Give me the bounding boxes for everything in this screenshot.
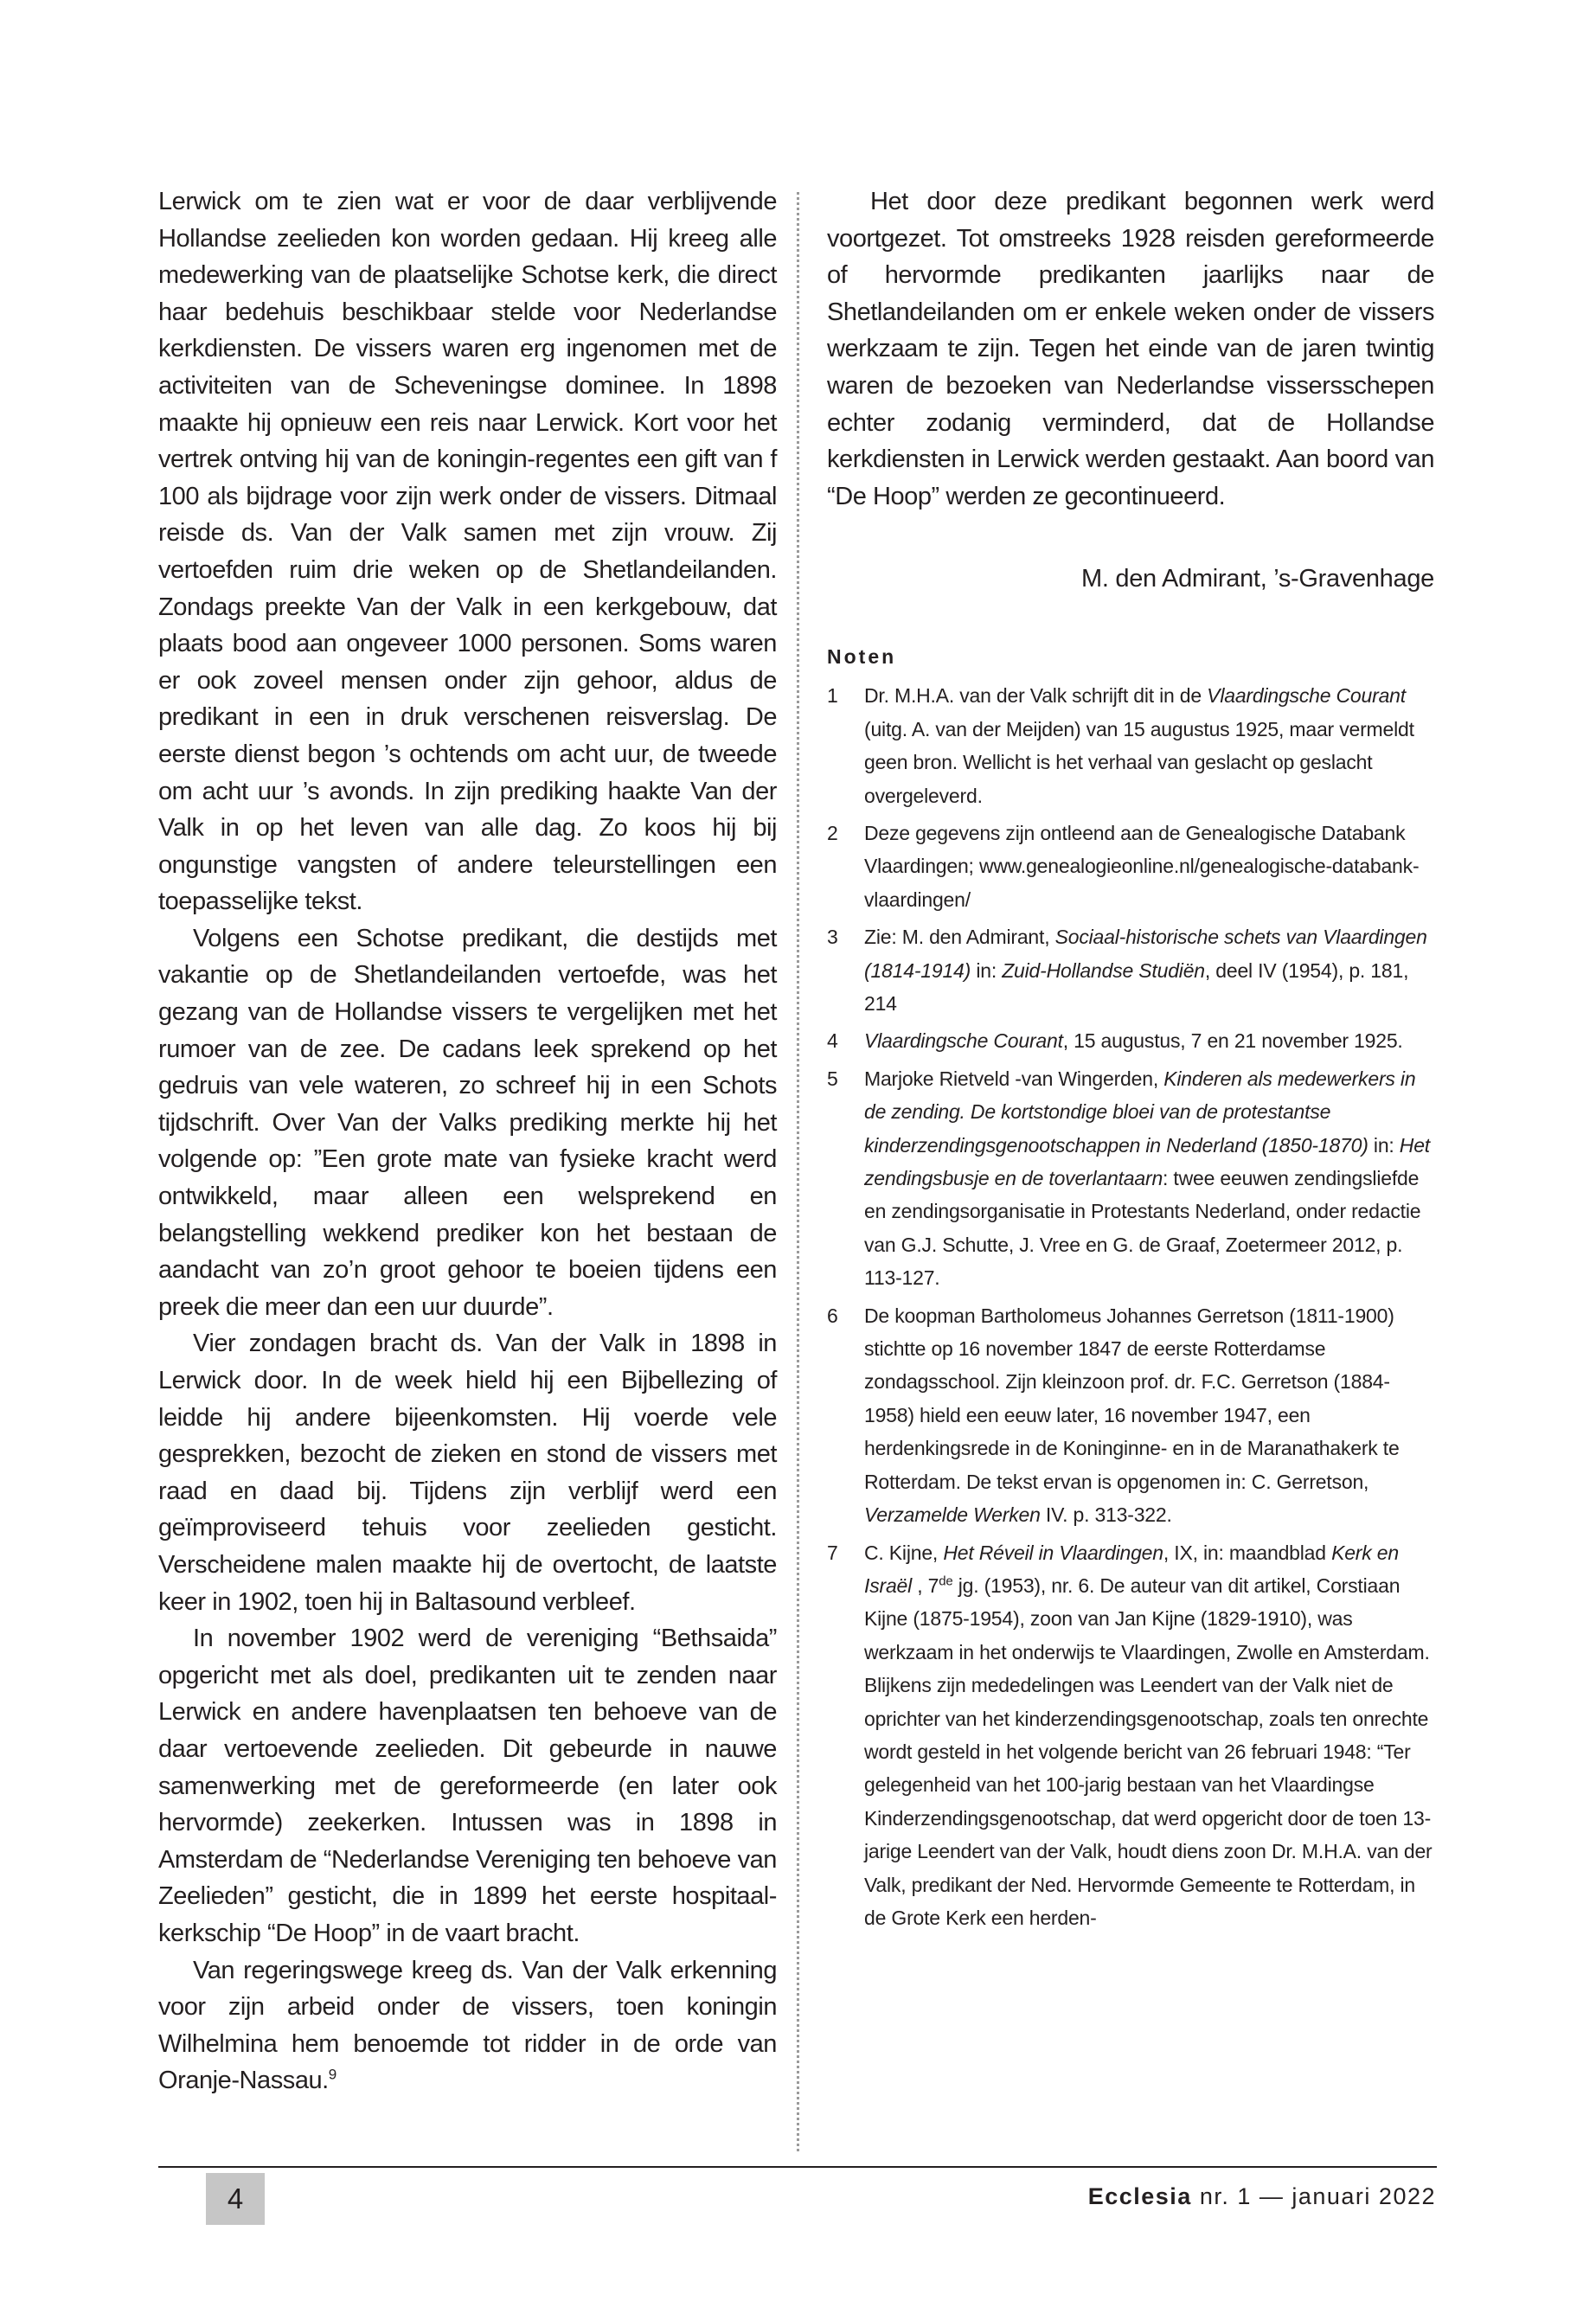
issue-info: nr. 1 — januari 2022: [1191, 2183, 1436, 2209]
note-7-part: C. Kijne,: [864, 1541, 944, 1564]
note-number: 6: [827, 1304, 838, 1327]
note-text: Deze gegevens zijn ontleend aan de Genealogische Databank Vlaardingen; www.genealogieonline.nl/genealogische-databank-vlaardingen/: [864, 821, 1420, 911]
note-3-title: Sociaal-historische schets van Vlaardingen (1814-1914): [864, 926, 1427, 982]
body-paragraph-5: [158, 1952, 777, 2099]
note-1-part: Dr. M.H.A. van der Valk schrijft dit in de: [864, 684, 1208, 708]
note-1: [827, 679, 1434, 812]
note-4: [827, 1024, 1434, 1057]
body-paragraph-1: Lerwick om te zien wat er voor de daar verblijvende Hollandse zeelieden kon worden gedaan. Hij kreeg alle medewerking van de plaatselijke Schotse kerk, die direct haar bedehuis beschikbaar stelde voor Nederlandse kerkdiensten. De vissers waren erg ingenomen met de activiteiten van de Scheveningse dominee. In 1898 maakte hij opnieuw een reis naar Lerwick. Kort voor het vertrek ontving hij van de koningin-regentes een gift van f 100 als bijdrage voor zijn werk onder de vissers. Ditmaal reisde ds. Van der Valk samen met zijn vrouw. Zij vertoefden ruim drie weken op de Shetlandeilanden. Zondags preekte Van der Valk in een kerkgebouw, dat plaats bood aan ongeveer 1000 personen. Soms waren er ook zoveel mensen onder zijn gehoor, aldus de predikant in een in druk verschenen reisverslag. De eerste dienst begon ’s ochtends om acht uur, de tweede om acht uur ’s avonds. In zijn prediking haakte Van der Valk in op het leven van alle dag. Zo koos hij bij ongunstige vangsten of andere teleurstellingen een toepasselijke tekst.: [158, 188, 777, 916]
note-number: 4: [827, 1029, 838, 1053]
note-number: 1: [827, 684, 838, 708]
note-5-part: Marjoke Rietveld -van Wingerden,: [864, 1067, 1164, 1090]
note-text: [864, 920, 1434, 1020]
note-7-ordinal: de: [939, 1574, 953, 1589]
note-3: [827, 920, 1434, 1020]
note-7-part: , IX, in: maandblad: [1163, 1541, 1332, 1564]
note-text: [864, 679, 1434, 812]
note-text: [864, 1062, 1434, 1295]
note-number: 7: [827, 1541, 838, 1564]
note-5-title: Kinderen als medewerkers in de zending. De kortstondige bloei van de protestantse kinderzendingsgenootschappen in Nederland (1850-1870): [864, 1067, 1416, 1157]
author-signature: M. den Admirant, ’s-Gravenhage: [1081, 565, 1434, 593]
note-number: 2: [827, 821, 838, 844]
note-7-part: jg. (1953), nr. 6. De auteur van dit artikel, Corstiaan Kijne (1875-1954), zoon van Jan Kijne (1829-1910), was werkzaam in het onderwijs te Vlaardingen, Zwolle en Amsterdam. Blijkens zijn mededelingen was Leendert van der Valk niet de oprichter van het kinderzendingsgenootschap, zoals ten onrechte wordt gesteld in het volgende bericht van 26 februari 1948: “Ter gelegenheid van het 100-jarig bestaan van het Vlaardingse Kinderzendingsgenootschap, dat werd opgericht door de toen 13-jarige Leendert van der Valk, houdt diens zoon Dr. M.H.A. van der Valk, predikant der Ned. Hervormde Gemeente te Rotterdam, in de Grote Kerk een herden-: [864, 1574, 1433, 1929]
note-text: [864, 1299, 1434, 1532]
page-number: 4: [206, 2173, 265, 2225]
body-paragraph-5-text: Van regeringswege kreeg ds. Van der Valk erkenning voor zijn arbeid onder de vissers, toen koningin Wilhelmina hem benoemde tot ridder in de orde van Oranje-Nassau.: [158, 1956, 777, 2095]
note-7-title: Kerk en Israël: [864, 1541, 1399, 1597]
note-2: [827, 817, 1434, 916]
footer-rule: [158, 2166, 1437, 2168]
note-6-part: IV. p. 313-322.: [1040, 1503, 1172, 1527]
running-footer: [1088, 2183, 1436, 2210]
note-5-part: : twee eeuwen zendingsliefde en zendingsorganisatie in Protestants Nederland, onder redactie van G.J. Schutte, J. Vree en G. de Graaf, Zoetermeer 2012, p. 113-127.: [864, 1167, 1421, 1290]
journal-name: Ecclesia: [1087, 2183, 1192, 2209]
body-paragraph-2: Volgens een Schotse predikant, die destijds met vakantie op de Shetlandeilanden vertoefde, was het gezang van de Hollandse vissers te vergelijken met het rumoer van de zee. De cadans leek sprekend op het gedruis van vele wateren, zo schreef hij in een Schots tijdschrift. Over Van der Valks prediking merkte hij het volgende op: ”Een grote mate van fysieke kracht werd ontwikkeld, maar alleen een welsprekend en belangstelling wekkend prediker kon het bestaan de aandacht van zo’n groot gehoor te boeien tijdens een preek die meer dan een uur duurde”.: [158, 924, 777, 1321]
note-7-title: Het Réveil in Vlaardingen: [943, 1541, 1163, 1564]
note-6-title: Verzamelde Werken: [864, 1503, 1041, 1527]
note-6: [827, 1299, 1434, 1532]
left-column: [158, 183, 777, 2099]
note-1-title: Vlaardingsche Courant: [1207, 684, 1406, 708]
note-5-part: in:: [1368, 1133, 1400, 1157]
note-6-part: De koopman Bartholomeus Johannes Gerretson (1811-1900) stichtte op 16 november 1847 de eerste Rotterdamse zondagsschool. Zijn kleinzoon prof. dr. F.C. Gerretson (1884-1958) hield een eeuw later, 16 november 1947, een herdenkingsrede in de Koninginne- en in de Maranathakerk te Rotterdam. De tekst ervan is opgenomen in: C. Gerretson,: [864, 1304, 1400, 1493]
notes-heading: Noten: [827, 645, 897, 669]
column-divider: [797, 192, 799, 2151]
note-number: 3: [827, 926, 838, 949]
note-1-part: (uitg. A. van der Meijden) van 15 augustus 1925, maar vermeldt geen bron. Wellicht is het verhaal van geslacht op geslacht overgeleverd.: [864, 717, 1414, 807]
note-5-title: Het zendingsbusje en de toverlantaarn: [864, 1133, 1430, 1190]
note-3-part: in:: [971, 958, 1003, 982]
notes-list: [827, 679, 1434, 1934]
body-paragraph-3: Vier zondagen bracht ds. Van der Valk in 1898 in Lerwick door. In de week hield hij een Bijbellezing of leidde hij andere bijeenkomsten. Hij voerde vele gesprekken, bezocht de zieken en stond de vissers met raad en daad bij. Tijdens zijn verblijf werd een geïmproviseerd tehuis voor zeelieden gesticht. Verscheidene malen maakte hij de overtocht, de laatste keer in 1902, toen hij in Baltasound verbleef.: [158, 1330, 777, 1616]
note-3-part: Zie: M. den Admirant,: [864, 926, 1055, 949]
note-number: 5: [827, 1067, 838, 1090]
body-paragraph-4: In november 1902 werd de vereniging “Bethsaida” opgericht met als doel, predikanten uit te zenden naar Lerwick en andere havenplaatsen ten behoeve van de daar vertoevende zeelieden. Dit gebeurde in nauwe samenwerking met de gereformeerde (en later ook hervormde) zeekerken. Intussen was in 1898 in Amsterdam de “Nederlandse Vereniging ten behoeve van Zeelieden” gesticht, die in 1899 het eerste hospitaal-kerkschip “De Hoop” in de vaart bracht.: [158, 1625, 777, 1947]
note-4-part: , 15 augustus, 7 en 21 november 1925.: [1062, 1029, 1403, 1053]
note-3-title: Zuid-Hollandse Studiën: [1002, 958, 1205, 982]
right-column: [827, 183, 1434, 1939]
closing-paragraph: Het door deze predikant begonnen werk werd voortgezet. Tot omstreeks 1928 reisden gereformeerde of hervormde predikanten jaarlijks naar de Shetlandeilanden om er enkele weken onder de vissers werkzaam te zijn. Tegen het einde van de jaren twintig waren de bezoeken van Nederlandse vissersschepen echter zodanig verminderd, dat de Hollandse kerkdiensten in Lerwick werden gestaakt. Aan boord van “De Hoop” werden ze gecontinueerd.: [827, 188, 1434, 510]
note-4-title: Vlaardingsche Courant: [864, 1029, 1063, 1053]
note-7: [827, 1536, 1434, 1935]
footnote-ref-9[interactable]: 9: [328, 2066, 337, 2083]
note-5: [827, 1062, 1434, 1295]
note-7-part: , 7: [912, 1574, 939, 1597]
note-text: [864, 1024, 1434, 1057]
note-text: [864, 1536, 1434, 1935]
note-3-part: , deel IV (1954), p. 181, 214: [864, 958, 1409, 1015]
